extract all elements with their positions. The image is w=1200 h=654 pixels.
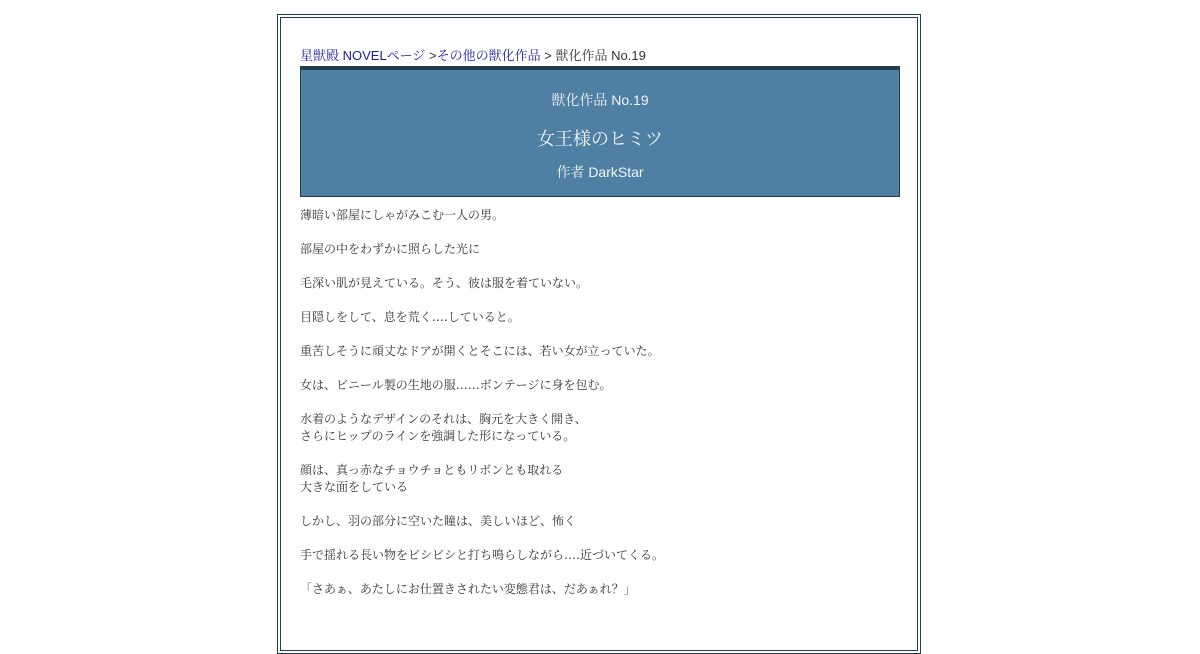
breadcrumb-home-link[interactable]: 星獣殿 NOVELページ <box>300 48 426 63</box>
story-paragraph: 目隠しをして、息を荒く‥‥していると。 <box>300 310 520 324</box>
breadcrumb-section-link[interactable]: その他の獣化作品 <box>436 48 541 63</box>
story-paragraph: 手で揺れる長い物をビシビシと打ち鳴らしながら‥‥近づいてくる。 <box>300 548 665 562</box>
story-paragraph: 「さあぁ、あたしにお仕置きされたい変態君は、だあぁれ？」 <box>300 582 636 596</box>
breadcrumb <box>300 47 900 65</box>
story-paragraph: 顔は、真っ赤なチョウチョともリボンとも取れる 大きな面をしている <box>300 463 564 494</box>
story-paragraph: 水着のようなデザインのそれは、胸元を大きく開き、 さらにヒップのラインを強調した形になっている。 <box>300 412 587 443</box>
story-paragraph: 女は、ビニール製の生地の服‥‥‥ボンテージに身を包む。 <box>300 378 612 392</box>
story-paragraph: 薄暗い部屋にしゃがみこむ一人の男。 <box>300 208 505 222</box>
story-paragraph: しかし、羽の部分に空いた瞳は、美しいほど、怖く <box>300 514 577 528</box>
breadcrumb-current: 獣化作品 No.19 <box>555 48 646 63</box>
story-body <box>300 207 900 598</box>
series-label: 獣化作品 No.19 <box>551 92 649 108</box>
story-header <box>300 66 900 197</box>
breadcrumb-separator: > <box>425 48 437 63</box>
breadcrumb-separator: > <box>540 48 556 63</box>
story-paragraph: 毛深い肌が見えている。そう、彼は服を着ていない。 <box>300 276 589 290</box>
story-title: 女王様のヒミツ <box>537 129 663 149</box>
author-label: 作者 DarkStar <box>556 164 644 180</box>
main-content <box>300 47 900 615</box>
story-paragraph: 重苦しそうに頑丈なドアが開くとそこには、若い女が立っていた。 <box>300 344 660 358</box>
story-paragraph: 部屋の中をわずかに照らした光に <box>300 242 481 256</box>
